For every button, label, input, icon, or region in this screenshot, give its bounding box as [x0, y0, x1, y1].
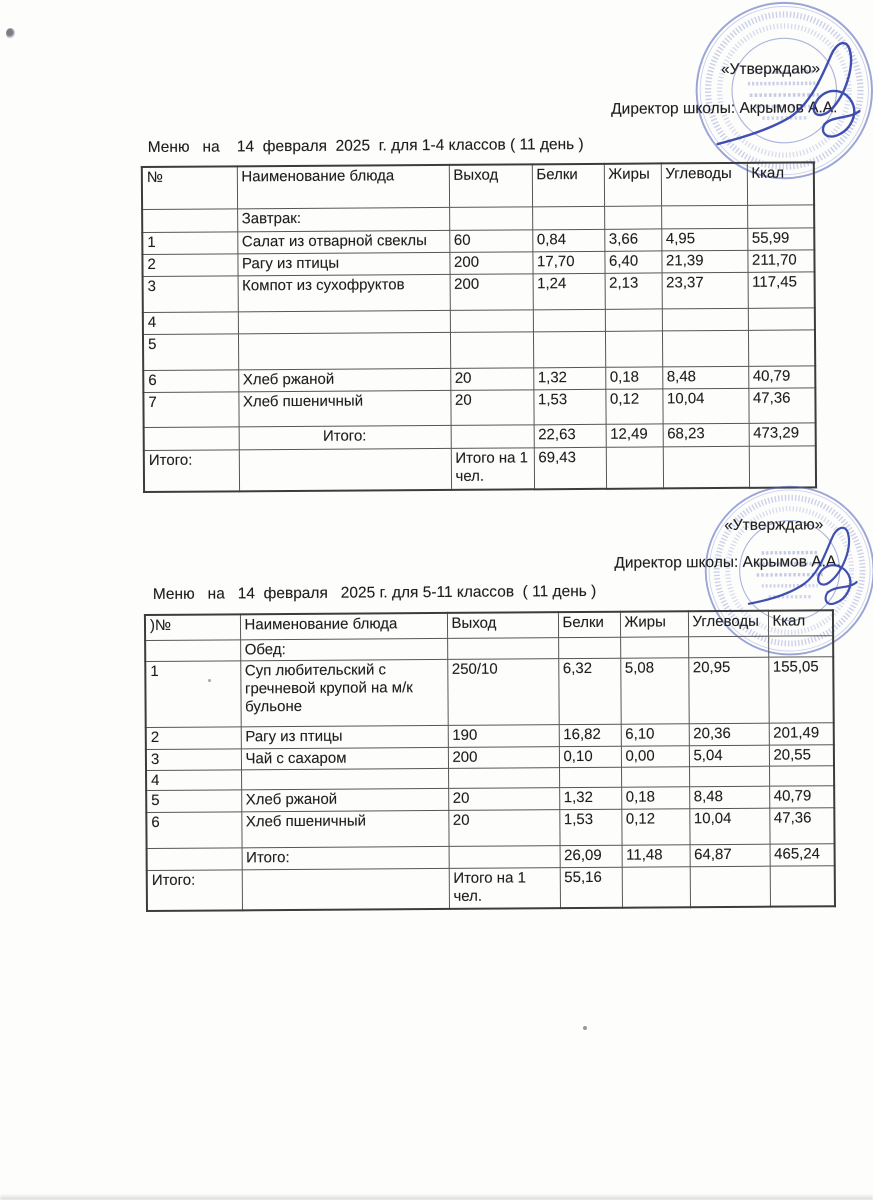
table-cell: 250/10	[447, 658, 558, 725]
header-kcal: Ккал	[768, 610, 833, 635]
table-cell: 68,23	[663, 423, 749, 447]
table-cell	[242, 868, 449, 910]
table-cell: 20	[450, 367, 533, 390]
table-cell: Итого:	[144, 449, 239, 492]
table-cell	[606, 446, 663, 488]
table-cell: 8,48	[662, 366, 748, 389]
scan-edge-shadow	[0, 1194, 873, 1200]
table-cell: 12,49	[606, 423, 663, 446]
table-cell	[749, 445, 816, 487]
table-cell	[449, 206, 532, 230]
table-cell: 4	[143, 311, 238, 334]
table-cell	[770, 866, 835, 907]
table-cell: 6,32	[558, 658, 620, 724]
table-cell	[450, 331, 533, 368]
table-cell: 20,55	[769, 744, 834, 765]
table-cell: 5,08	[620, 657, 688, 723]
table-cell: 69,43	[534, 447, 606, 490]
table-cell: 190	[448, 724, 559, 747]
table-cell	[690, 866, 770, 908]
table-cell: 6	[143, 369, 238, 392]
table-cell: 473,29	[749, 422, 816, 445]
table-cell	[558, 637, 620, 658]
header-fat: Жиры	[620, 611, 688, 636]
table-cell: 200	[448, 746, 559, 768]
header-dish: Наименование блюда	[237, 165, 449, 208]
table-cell: 40,79	[748, 365, 815, 387]
table-cell: Итого на 1 чел.	[451, 447, 534, 490]
table-cell	[449, 845, 560, 868]
table-cell: 0,84	[532, 229, 604, 252]
table-cell: 16,82	[559, 724, 621, 746]
approve-label: «Утверждаю»	[720, 60, 821, 79]
table-cell	[238, 310, 450, 333]
table-cell: 1	[142, 231, 237, 254]
header-protein: Белки	[532, 164, 604, 207]
table-cell: 22,63	[534, 424, 606, 448]
table-cell: 1,53	[533, 389, 605, 425]
table-cell	[661, 205, 747, 229]
table-cell: 47,36	[748, 387, 815, 422]
header-number: )№	[145, 614, 240, 640]
table-cell: Хлеб ржаной	[241, 788, 448, 811]
table-cell: 3	[143, 275, 238, 312]
menu-title-1: Меню на 14 февраля 2025 г. для 1-4 классов ( 11 день )	[147, 135, 584, 157]
scan-speck	[6, 28, 15, 39]
table-cell: Итого:	[242, 846, 449, 869]
table-cell: 20	[448, 809, 559, 846]
table-cell: 6,10	[621, 723, 689, 745]
table-cell: 5,04	[689, 745, 769, 767]
table-cell: 0,00	[621, 745, 689, 766]
table-row-empty	[143, 329, 815, 370]
table-row-item	[146, 808, 834, 849]
table-cell: 5	[146, 790, 241, 813]
table-cell	[533, 331, 605, 368]
table-row-item	[145, 656, 833, 727]
table-cell: 1,53	[559, 809, 621, 845]
table-cell: 11,48	[622, 845, 690, 867]
table-cell: 40,79	[769, 786, 834, 808]
table-cell: 3	[146, 748, 241, 770]
table-cell	[604, 205, 661, 228]
director-signature-icon	[711, 25, 872, 156]
table-cell	[622, 867, 690, 908]
header-fat: Жиры	[604, 163, 661, 205]
table-cell: 2,13	[605, 272, 662, 308]
header-protein: Белки	[558, 612, 620, 637]
header-carbs: Углеводы	[688, 611, 768, 637]
table-cell	[688, 636, 768, 658]
table-cell: 47,36	[769, 808, 834, 844]
table-cell	[559, 767, 621, 788]
table-cell	[768, 635, 833, 656]
table-cell	[448, 767, 559, 788]
table-row-item	[143, 271, 815, 312]
table-cell	[147, 848, 242, 871]
table-cell: 0,18	[621, 787, 689, 809]
table-cell: 200	[449, 251, 532, 274]
table-cell: 20	[448, 787, 559, 810]
table-cell: 2	[142, 253, 237, 276]
table-cell: Хлеб пшеничный	[238, 390, 450, 426]
approve-label: «Утверждаю»	[724, 516, 824, 534]
table-cell: 0,10	[559, 746, 621, 767]
header-kcal: Ккал	[747, 162, 814, 204]
table-row-grand	[144, 445, 816, 492]
director-line: Директор школы: Акрымов А.А.	[614, 553, 841, 572]
table-cell: 201,49	[769, 722, 834, 744]
table-cell	[748, 307, 815, 329]
table-row-item	[143, 387, 815, 427]
table-cell: 117,45	[748, 271, 815, 307]
table-cell: 1,32	[533, 367, 605, 390]
table-cell	[769, 765, 834, 786]
table-cell	[662, 308, 748, 331]
table-cell: 4,95	[661, 228, 747, 251]
table-cell: 3,66	[604, 228, 661, 250]
table-cell: Хлеб пшеничный	[241, 810, 448, 847]
table-cell: 465,24	[770, 844, 835, 866]
table-cell	[239, 448, 451, 491]
table-cell: 5	[143, 333, 238, 370]
table-cell	[145, 639, 240, 661]
table-cell	[605, 330, 662, 366]
table-cell: Компот из сухофруктов	[238, 274, 450, 311]
table-cell: 55,99	[747, 227, 814, 249]
table-cell	[450, 309, 533, 332]
scan-speck	[208, 679, 211, 682]
table-header-row	[142, 162, 814, 209]
table-cell	[238, 332, 450, 369]
header-output: Выход	[447, 612, 558, 638]
table-cell: 200	[450, 273, 533, 310]
table-cell: 8,48	[689, 786, 769, 809]
table-cell: Хлеб ржаной	[238, 368, 450, 391]
table-cell: 1,32	[559, 787, 621, 809]
table-cell: 0,18	[605, 366, 662, 388]
table-cell: 64,87	[690, 844, 770, 867]
table-cell: Рагу из птицы	[241, 725, 448, 748]
table-cell: 6,40	[604, 250, 661, 272]
menu-title-2: Меню на 14 февраля 2025 г. для 5-11 классов ( 11 день )	[152, 582, 597, 603]
menu-table-body	[145, 635, 835, 911]
table-cell	[451, 424, 534, 448]
table-cell	[663, 446, 749, 489]
table-cell: 7	[143, 391, 238, 427]
table-cell: Рагу из птицы	[237, 252, 449, 275]
table-cell	[662, 330, 748, 367]
table-cell: 26,09	[560, 845, 622, 867]
table-cell: Итого на 1 чел.	[449, 867, 560, 909]
table-cell: Завтрак:	[237, 207, 449, 231]
header-number: №	[142, 166, 237, 209]
table-cell: 211,70	[747, 249, 814, 271]
header-carbs: Углеводы	[661, 163, 747, 206]
table-cell: 21,39	[661, 250, 747, 273]
table-cell: Салат из отварной свеклы	[237, 230, 449, 253]
table-cell: 20	[450, 389, 533, 425]
menu-table-body	[142, 204, 816, 492]
table-cell	[620, 636, 688, 657]
table-cell: 1	[145, 660, 240, 727]
table-cell: 0,12	[605, 388, 662, 423]
table-cell: 20,36	[689, 723, 769, 746]
menu-table-grades-1-4	[141, 161, 817, 493]
table-cell: Обед:	[240, 638, 447, 660]
table-cell: Итого:	[239, 425, 451, 449]
table-cell	[142, 208, 237, 232]
table-cell: 10,04	[662, 388, 748, 424]
table-cell	[605, 308, 662, 330]
table-cell: 20,95	[688, 657, 768, 724]
scan-speck	[583, 1026, 587, 1030]
table-cell: 23,37	[662, 272, 748, 309]
table-cell: 4	[146, 769, 241, 790]
table-cell: 2	[146, 726, 241, 749]
table-cell	[241, 768, 448, 790]
table-cell	[533, 309, 605, 332]
header-dish: Наименование блюда	[240, 613, 447, 639]
table-cell	[747, 204, 814, 227]
table-cell: 155,05	[768, 656, 833, 722]
table-cell: Итого:	[147, 870, 242, 912]
table-cell: 55,16	[560, 867, 622, 908]
table-cell	[532, 206, 604, 230]
table-cell	[144, 426, 239, 450]
table-cell: 10,04	[689, 808, 769, 845]
table-cell	[621, 766, 689, 787]
table-cell	[748, 329, 815, 365]
table-cell: Чай с сахаром	[241, 747, 448, 769]
table-cell: Суп любительский с гречневой крупой на м/к бульоне	[240, 659, 447, 726]
table-row-grand	[147, 866, 835, 912]
menu-table-grades-5-11	[144, 609, 836, 912]
header-output: Выход	[449, 164, 532, 207]
table-cell	[447, 637, 558, 659]
table-cell: 0,12	[621, 809, 689, 845]
table-cell: 60	[449, 229, 532, 252]
table-cell: 17,70	[532, 251, 604, 274]
table-cell	[689, 766, 769, 787]
table-cell: 1,24	[533, 273, 605, 310]
table-cell: 6	[146, 812, 241, 849]
director-line: Директор школы: Акрымов А.А.	[611, 99, 838, 118]
